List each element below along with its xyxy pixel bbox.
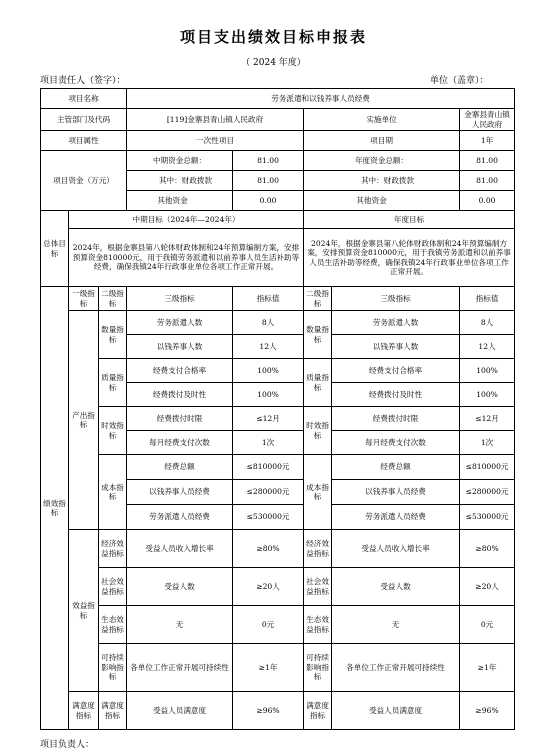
indicator-value: ≥1年 — [460, 644, 515, 692]
attr-label: 项目属性 — [41, 131, 127, 151]
indicator-value: ≥80% — [233, 530, 304, 568]
period-value: 1年 — [460, 131, 515, 151]
h-level1: 一级指标 — [69, 287, 99, 311]
group-social: 社会效益指标 — [99, 568, 127, 606]
year-other-label: 其他资金 — [304, 191, 460, 211]
indicator: 以钱养事人数 — [127, 335, 233, 359]
indicator: 经费支付合格率 — [332, 359, 460, 383]
mid-total-label: 中期资金总额： — [127, 151, 233, 171]
indicator: 经费支付合格率 — [127, 359, 233, 383]
group-sustain-right: 可持续影响指标 — [304, 644, 332, 692]
indicator-value: ≥96% — [233, 692, 304, 730]
indicator: 劳务派遣人员经费 — [127, 505, 233, 530]
group-qty-right: 数量指标 — [304, 311, 332, 359]
indicator: 受益人员收入增长率 — [332, 530, 460, 568]
indicator-value: ≥96% — [460, 692, 515, 730]
impl-value: 金寨县青山镇人民政府 — [460, 109, 515, 131]
indicator: 劳务派遣人数 — [127, 311, 233, 335]
dept-value: [119]金寨县青山镇人民政府 — [127, 109, 304, 131]
mid-goal-header: 中期目标（2024年—2024年） — [69, 211, 304, 229]
indicator-value: 1次 — [233, 431, 304, 455]
h-level3-left: 三级指标 — [127, 287, 233, 311]
group-time-right: 时效指标 — [304, 407, 332, 455]
output-label: 产出指标 — [69, 311, 99, 530]
funds-label: 项目资金（万元） — [41, 151, 127, 211]
year-total-label: 年度资金总额： — [304, 151, 460, 171]
mid-other-label: 其他资金 — [127, 191, 233, 211]
indicator: 劳务派遣人员经费 — [332, 505, 460, 530]
indicator-value: ≤280000元 — [233, 480, 304, 505]
indicator-value: ≥20人 — [233, 568, 304, 606]
indicator: 受益人员满意度 — [127, 692, 233, 730]
indicator: 受益人员满意度 — [332, 692, 460, 730]
group-satisfy: 满意度指标 — [99, 692, 127, 730]
indicator-value: 12人 — [460, 335, 515, 359]
indicator-value: 8人 — [233, 311, 304, 335]
year-goal-header: 年度目标 — [304, 211, 515, 229]
indicator-value: ≤810000元 — [233, 455, 304, 480]
impl-label: 实施单位 — [304, 109, 460, 131]
indicator-value: ≤12月 — [233, 407, 304, 431]
mid-total: 81.00 — [233, 151, 304, 171]
indicator: 以钱养事人员经费 — [332, 480, 460, 505]
unit-label: 单位（盖章）： — [430, 76, 489, 86]
footer-label: 项目负责人： — [40, 740, 95, 750]
h-value-left: 指标值 — [233, 287, 304, 311]
indicator: 每月经费支付次数 — [332, 431, 460, 455]
indicator-value: ≥20人 — [460, 568, 515, 606]
group-satisfy-right: 满意度指标 — [304, 692, 332, 730]
owner-label: 项目责任人（签字）： — [40, 76, 126, 86]
perf-label: 绩效指标 — [41, 287, 69, 730]
indicator-value: ≤530000元 — [460, 505, 515, 530]
indicator: 受益人数 — [332, 568, 460, 606]
indicator: 无 — [127, 606, 233, 644]
indicator: 以钱养事人数 — [332, 335, 460, 359]
h-level2: 二级指标 — [99, 287, 127, 311]
group-eco: 生态效益指标 — [99, 606, 127, 644]
year-fin: 81.00 — [460, 171, 515, 191]
indicator-value: 100% — [233, 359, 304, 383]
indicator: 经费总额 — [127, 455, 233, 480]
project-name-label: 项目名称 — [41, 89, 127, 109]
indicator: 劳务派遣人数 — [332, 311, 460, 335]
h-value-right: 指标值 — [460, 287, 515, 311]
dept-label: 主管部门及代码 — [41, 109, 127, 131]
indicator-value: ≤12月 — [460, 407, 515, 431]
group-sustain: 可持续影响指标 — [99, 644, 127, 692]
h-level3-right: 三级指标 — [332, 287, 460, 311]
year-line: （ 2024 年度） — [241, 58, 306, 68]
group-econ-right: 经济效益指标 — [304, 530, 332, 568]
indicator-value: 8人 — [460, 311, 515, 335]
group-qual: 质量指标 — [99, 359, 127, 407]
effect-label: 效益指标 — [69, 530, 99, 692]
mid-fin: 81.00 — [233, 171, 304, 191]
group-qual-right: 质量指标 — [304, 359, 332, 407]
group-cost: 成本指标 — [99, 455, 127, 530]
indicator: 各单位工作正常开展可持续性 — [127, 644, 233, 692]
attr-value: 一次性项目 — [127, 131, 304, 151]
group-econ: 经济效益指标 — [99, 530, 127, 568]
year-total: 81.00 — [460, 151, 515, 171]
group-time: 时效指标 — [99, 407, 127, 455]
indicator: 经费总额 — [332, 455, 460, 480]
indicator-value: ≤530000元 — [233, 505, 304, 530]
indicator-value: ≥80% — [460, 530, 515, 568]
indicator: 各单位工作正常开展可持续性 — [332, 644, 460, 692]
indicator: 受益人数 — [127, 568, 233, 606]
indicator: 经费拨付及时性 — [127, 383, 233, 407]
group-social-right: 社会效益指标 — [304, 568, 332, 606]
indicator-value: ≥1年 — [233, 644, 304, 692]
indicator-value: 1次 — [460, 431, 515, 455]
indicator-value: ≤810000元 — [460, 455, 515, 480]
performance-table — [40, 88, 515, 730]
satisfy-label: 满意度指标 — [69, 692, 99, 730]
indicator: 每月经费支付次数 — [127, 431, 233, 455]
page-title: 项目支出绩效目标申报表 — [179, 28, 367, 46]
indicator-value: 100% — [460, 383, 515, 407]
indicator: 经费拨付及时性 — [332, 383, 460, 407]
mid-other: 0.00 — [233, 191, 304, 211]
project-name: 劳务派遣和以钱养事人员经费 — [127, 89, 515, 109]
indicator: 无 — [332, 606, 460, 644]
indicator-value: ≤280000元 — [460, 480, 515, 505]
indicator-value: 100% — [233, 383, 304, 407]
mid-fin-label: 其中：财政拨款 — [127, 171, 233, 191]
group-cost-right: 成本指标 — [304, 455, 332, 530]
h-level2-right: 二级指标 — [304, 287, 332, 311]
indicator-value: 0元 — [233, 606, 304, 644]
year-other: 0.00 — [460, 191, 515, 211]
indicator: 经费拨付时限 — [332, 407, 460, 431]
goals-label: 总体目标 — [41, 211, 69, 287]
group-eco-right: 生态效益指标 — [304, 606, 332, 644]
indicator-value: 0元 — [460, 606, 515, 644]
indicator-value: 12人 — [233, 335, 304, 359]
indicator: 以钱养事人员经费 — [127, 480, 233, 505]
period-label: 项目期 — [304, 131, 460, 151]
indicator-value: 100% — [460, 359, 515, 383]
indicator: 经费拨付时限 — [127, 407, 233, 431]
year-fin-label: 其中：财政拨款 — [304, 171, 460, 191]
group-qty: 数量指标 — [99, 311, 127, 359]
mid-goal-text: 2024年，根据金寨县第八轮体财政体制和24年预算编制方案，安排预算资金810000元，用于我镇劳务派遣和以前养事人员生活补助等经费，确保我镇24年行政事业单位各项工作正常开展。 — [69, 229, 304, 287]
year-goal-text: 2024年，根据金寨县第八轮体财政体制和24年预算编制方案，安排预算资金810000元，用于我镇劳务派遣和以前养事人员生活补助等经费，确保我镇24年行政事业单位各项工作正常开展。 — [304, 229, 515, 287]
indicator: 受益人员收入增长率 — [127, 530, 233, 568]
